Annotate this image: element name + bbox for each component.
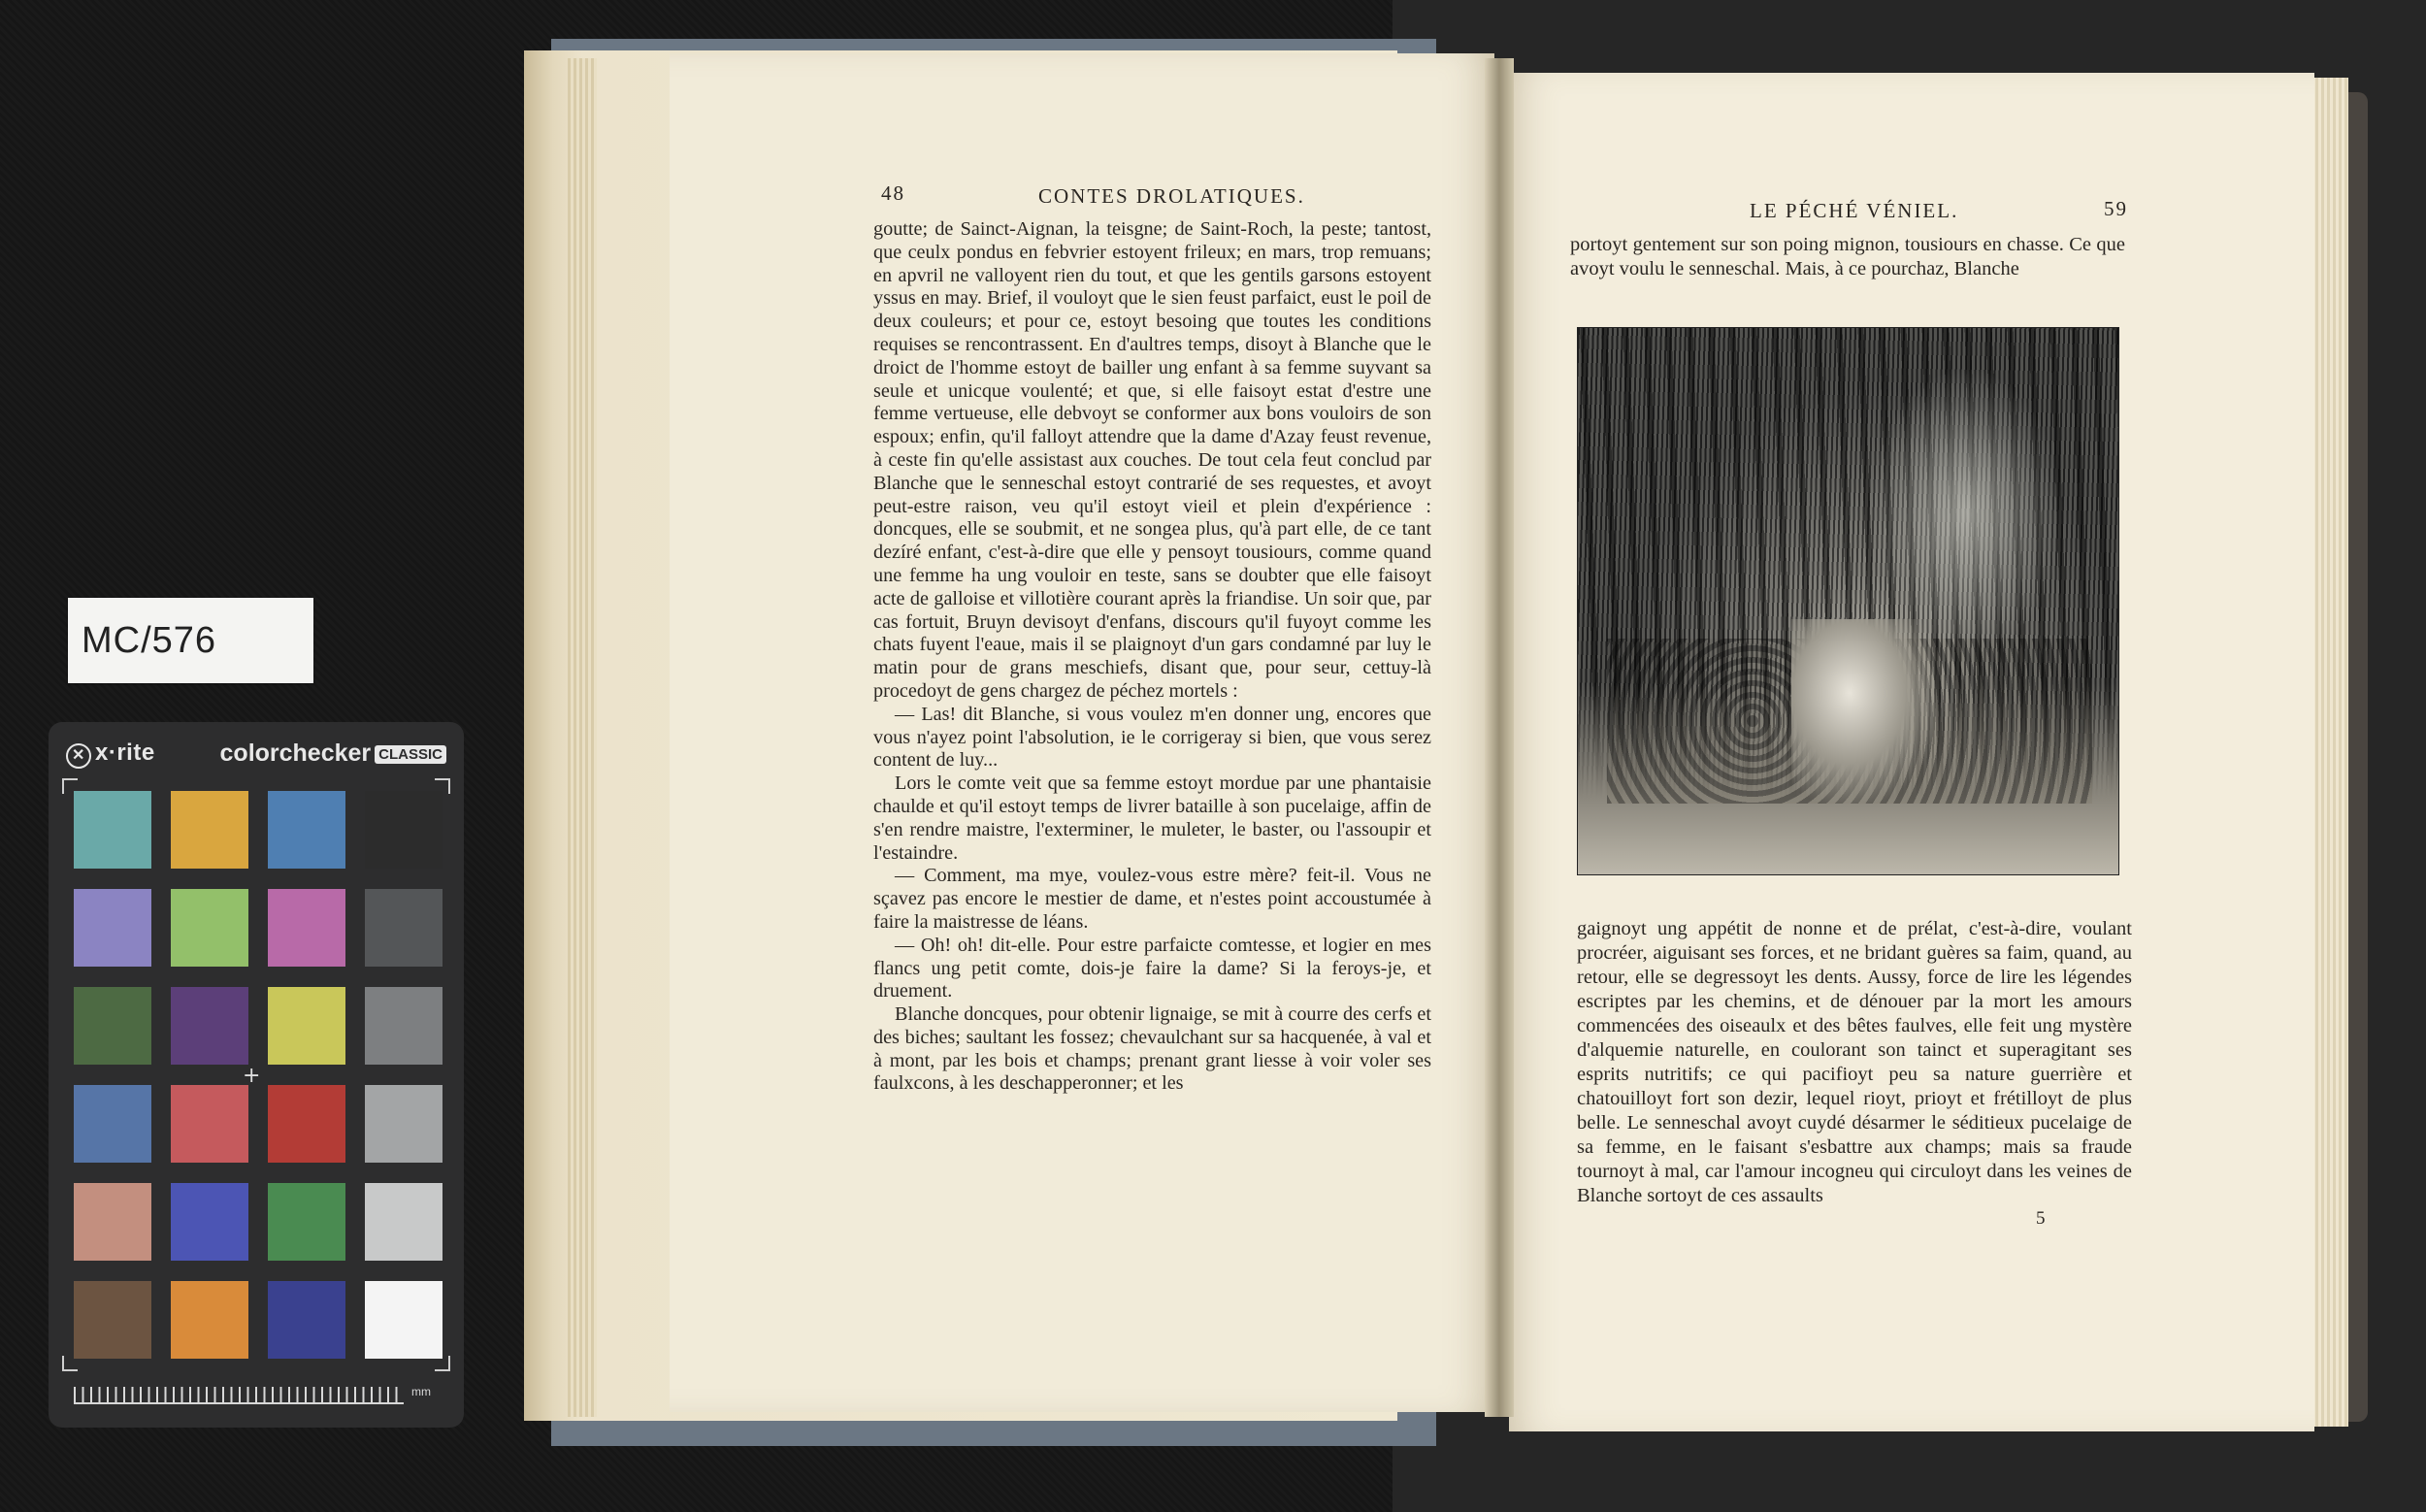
color-patch <box>365 889 443 967</box>
color-patch <box>268 1085 345 1163</box>
color-patch <box>365 1085 443 1163</box>
color-patch <box>268 889 345 967</box>
color-checker-card <box>49 722 464 1428</box>
color-patch <box>268 1183 345 1261</box>
left-running-head: CONTES DROLATIQUES. <box>1038 184 1305 208</box>
book-gutter <box>1485 58 1514 1417</box>
ruler-unit-label: mm <box>411 1385 431 1398</box>
color-patch <box>268 987 345 1065</box>
right-page-number: 59 <box>2104 197 2128 220</box>
color-patch <box>74 987 151 1065</box>
colorchecker-edition-badge: CLASSIC <box>375 745 446 764</box>
mm-ruler <box>74 1387 404 1402</box>
xrite-icon: ✕ <box>66 743 91 769</box>
right-page-bottom-text <box>1577 917 2132 1208</box>
left-paragraph: goutte; de Sainct-Aignan, la teisgne; de Saint-Roch, la peste; tantost, que ceulx pondus en febvrier estoyent frileux; en mars, trop remuans; en apvril ne valloyent rien du tout, et que les gentils garsons estoyent yssus en may. Brief, il vouloyt que le sien feust parfaict, eust le poil de deux couleurs; et pour ce, estoyt besoing que toutes les conditions requises se rencontrassent. En d'aultres temps, disoyt à Blanche que le droict de l'homme estoyt de bailler ung enfant à sa femme suyvant sa seule et unicque voulenté; et que, si elle faisoyt estat d'estre une femme vertueuse, elle debvoyt se conformer aux bons vouloirs de son espoux; enfin, qu'il falloyt attendre que la dame d'Azay feust revenue, à ceste fin qu'elle assistast aux couches. De tout cela feut conclud par Blanche que le senneschal estoyt contrarié de ses requestes, et avoyt peut-estre raison, veu qu'il estoyt vieil et plein d'expérience : doncques, elle se soubmit, et ne songea plus, qu'à part elle, de ce tant dezíré enfant, c'est-à-dire que elle y pensoyt tousiours, comme quand une femme ha ung vouloir en teste, sans se doubter que elle faisoyt acte de galloise et villotière courant après la friandise. Un soir que, par cas fortuit, Bruyn devisoyt d'enfans, discours qu'il fuyoyt comme les chats fuyent l'eaue, mais il se plaignoyt d'un gars condamné par luy le matin pour de grans meschiefs, disant que, pour seur, cettuy-là procedoyt de gens chargez de péchez mortels : <box>873 218 1431 702</box>
left-paragraph: Lors le comte veit que sa femme estoyt mordue par une phantaisie chaulde et qu'il estoyt temps de livrer bataille à son pucelaige, affin de s'en rendre maistre, l'exterminer, le muleter, le baster, ou l'assoupir et l'estaindre. <box>873 772 1431 864</box>
left-page-text <box>873 218 1431 1096</box>
engraving-light <box>1869 367 2063 658</box>
color-patch <box>74 1085 151 1163</box>
color-patch <box>171 1281 248 1359</box>
left-paragraph: — Las! dit Blanche, si vous voulez m'en donner ung, encores que vous n'ayez point l'absolution, ie le corrigeray si bien, que vous serez content de luy... <box>873 703 1431 772</box>
color-patch <box>171 791 248 869</box>
right-top-paragraph: portoyt gentement sur son poing mignon, tousiours en chasse. Ce que avoyt voulu le senneschal. Mais, à ce pourchaz, Blanche <box>1570 234 2125 279</box>
color-patch <box>74 889 151 967</box>
colorchecker-title <box>220 740 446 768</box>
right-running-head: LE PÉCHÉ VÉNIEL. <box>1750 199 1959 222</box>
left-paragraph: — Oh! oh! dit-elle. Pour estre parfaicte comtesse, et logier en mes flancs ung petit comte, dois-je faire la dame? Si la feroys-je, et druement. <box>873 934 1431 1003</box>
color-patch <box>74 1183 151 1261</box>
color-patch <box>365 987 443 1065</box>
color-patch <box>171 987 248 1065</box>
color-patch <box>74 1281 151 1359</box>
color-patch <box>365 791 443 869</box>
left-page-number: 48 <box>881 181 905 205</box>
color-patch <box>365 1183 443 1261</box>
shelfmark-text: MC/576 <box>82 619 217 661</box>
color-patch <box>74 791 151 869</box>
signature-mark: 5 <box>2036 1208 2046 1229</box>
left-page-edges <box>568 58 597 1417</box>
color-patch <box>365 1281 443 1359</box>
color-patch <box>171 1085 248 1163</box>
xrite-logo <box>66 740 155 769</box>
crosshair-icon: + <box>243 1064 261 1088</box>
xrite-brand-text: x·rite <box>95 740 155 766</box>
engraving-illustration <box>1577 327 2119 875</box>
color-patch <box>268 791 345 869</box>
right-page-edges <box>2310 78 2348 1427</box>
shelfmark-label <box>68 598 313 683</box>
colorchecker-product-text: colorchecker <box>219 740 372 767</box>
color-patch <box>268 1281 345 1359</box>
mm-ruler-baseline <box>74 1402 404 1404</box>
color-patch <box>171 889 248 967</box>
left-paragraph: Blanche doncques, pour obtenir lignaige, se mit à courre des cerfs et des biches; saultant les fossez; chevaulchant sur sa hacquenée, à val et à mont, par les bois et champs; prenant grant liesse à voir voler ses faulxcons, à les deschapperonner; et les <box>873 1003 1431 1095</box>
right-bottom-paragraph: gaignoyt ung appétit de nonne et de prélat, c'est-à-dire, voulant procréer, aiguisant ses forces, et ne bridant guères sa faim, quand, au retour, elle se degressoyt les dents. Aussy, force de lire les légendes escriptes par les chemins, et de dénouer par la mort les amours commencées des oiseaulx et des bêtes faulves, elle feit ung mystère d'alquemie naturelle, en coulorant son tainct et superagitant ses esprits nutritifs; ce qui pacifioyt peu sa nature guerrière et chatouilloyt fort son dezir, lequel rioyt, prioyt et frétilloyt de plus belle. Le senneschal avoyt cuydé désarmer le séditieux pucelaige de sa femme, en le faisant s'esbattre aux champs; mais sa fraude tournoyt à mal, car l'amour incogneu qui circuloyt dans les veines de Blanche sortoyt de ces assaults <box>1577 918 2132 1206</box>
right-page-top-text <box>1570 233 2125 281</box>
engraving-rider-on-horse <box>1791 619 1937 804</box>
color-patch <box>171 1183 248 1261</box>
left-paragraph: — Comment, ma mye, voulez-vous estre mère? feit-il. Vous ne sçavez pas encore le mestier de dame, et n'estes point accoustumée à faire la maistresse de léans. <box>873 865 1431 933</box>
